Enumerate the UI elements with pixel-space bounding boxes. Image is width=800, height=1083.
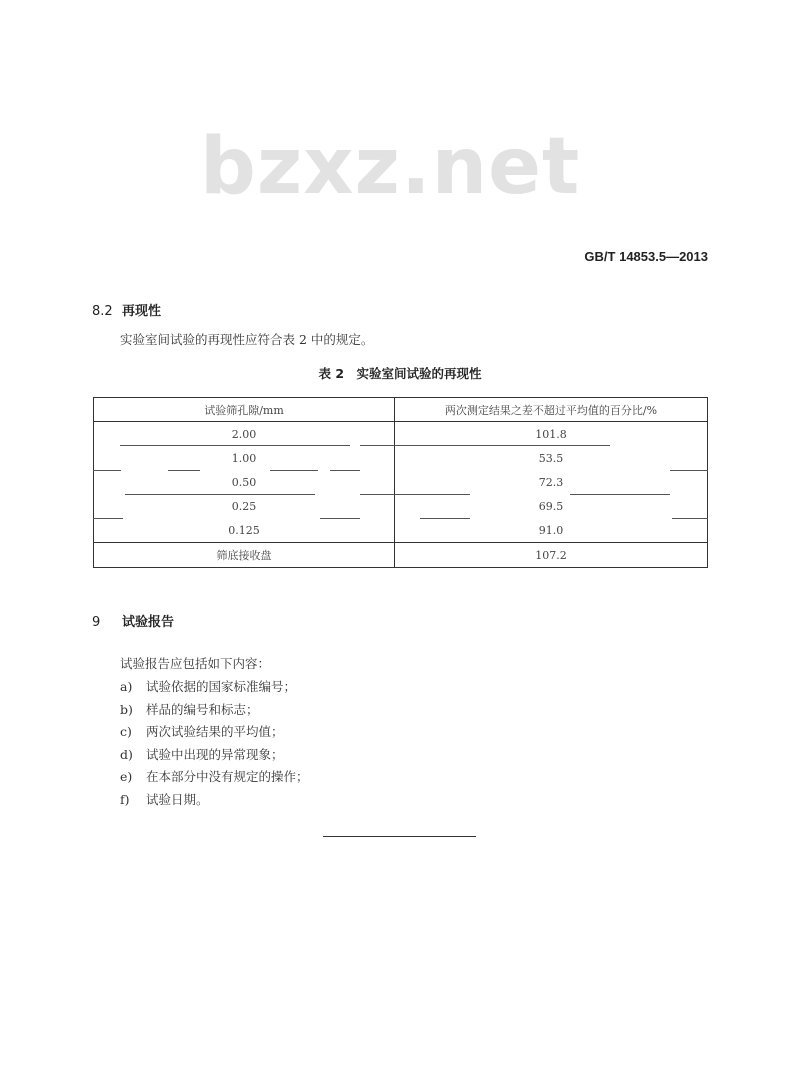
scan-artifact-line — [168, 470, 200, 471]
table-row — [94, 470, 708, 494]
report-items-list — [120, 676, 309, 811]
table-cell: 筛底接收盘 — [94, 543, 395, 568]
table-cell: 72.3 — [395, 470, 708, 494]
list-item-text: 在本部分中没有规定的操作； — [146, 769, 309, 784]
scan-artifact-line — [93, 518, 123, 519]
table-cell: 107.2 — [395, 543, 708, 568]
scan-artifact-line — [270, 470, 318, 471]
section-number: 8.2 — [92, 304, 113, 319]
table-cell: 69.5 — [395, 494, 708, 518]
section-title: 再现性 — [122, 304, 162, 319]
list-marker: e) — [120, 769, 133, 784]
scan-artifact-line — [120, 445, 350, 446]
watermark: bzxz.net — [200, 122, 581, 212]
table-cell: 101.8 — [395, 422, 708, 447]
table-header-row — [94, 398, 708, 422]
scan-artifact-line — [420, 518, 470, 519]
document-code: GB/T 14853.5—2013 — [584, 249, 708, 264]
scan-artifact-line — [360, 445, 610, 446]
scan-artifact-line — [670, 470, 708, 471]
column-header: 两次测定结果之差不超过平均值的百分比/% — [395, 398, 708, 422]
end-of-document-rule — [323, 836, 476, 837]
section-title: 试验报告 — [122, 615, 175, 630]
section-number: 9 — [92, 615, 101, 630]
list-item-text: 两次试验结果的平均值； — [146, 724, 284, 739]
table-cell: 53.5 — [395, 446, 708, 470]
scan-artifact-line — [672, 518, 708, 519]
list-item — [120, 676, 309, 699]
list-item — [120, 766, 309, 789]
list-marker: b) — [120, 701, 133, 717]
table-row — [94, 518, 708, 543]
list-item-text: 样品的编号和标志； — [146, 701, 259, 717]
table-cell: 91.0 — [395, 518, 708, 543]
table-title: 表 2 实验室间试验的再现性 — [318, 366, 482, 381]
section-9-heading — [92, 611, 174, 630]
scan-artifact-line — [93, 470, 121, 471]
list-item — [120, 699, 309, 722]
list-marker: c) — [120, 724, 132, 739]
section-8-2-heading — [92, 300, 161, 319]
list-item-text: 试验中出现的异常现象； — [146, 746, 284, 762]
list-item-text: 试验日期。 — [146, 791, 209, 807]
reproducibility-table — [93, 397, 708, 568]
table-cell: 0.125 — [94, 518, 395, 543]
list-marker: d) — [120, 746, 133, 762]
list-item — [120, 721, 309, 744]
column-header: 试验筛孔隙/mm — [94, 398, 395, 422]
table-cell: 1.00 — [94, 446, 395, 470]
list-item — [120, 744, 309, 767]
scan-artifact-line — [570, 494, 670, 495]
table-row — [94, 494, 708, 518]
list-item — [120, 789, 309, 812]
table-row — [94, 543, 708, 568]
table-cell: 2.00 — [94, 422, 395, 447]
table-row — [94, 446, 708, 470]
section-8-2-paragraph: 实验室间试验的再现性应符合表 2 中的规定。 — [120, 332, 374, 347]
list-marker: f) — [120, 791, 130, 807]
scan-artifact-line — [330, 470, 360, 471]
table-cell: 0.25 — [94, 494, 395, 518]
table-row — [94, 422, 708, 447]
scan-artifact-line — [125, 494, 315, 495]
scan-artifact-line — [320, 518, 360, 519]
table-cell: 0.50 — [94, 470, 395, 494]
list-marker: a) — [120, 679, 133, 694]
section-9-intro: 试验报告应包括如下内容： — [120, 656, 271, 671]
scan-artifact-line — [360, 494, 470, 495]
list-item-text: 试验依据的国家标准编号； — [146, 679, 297, 694]
